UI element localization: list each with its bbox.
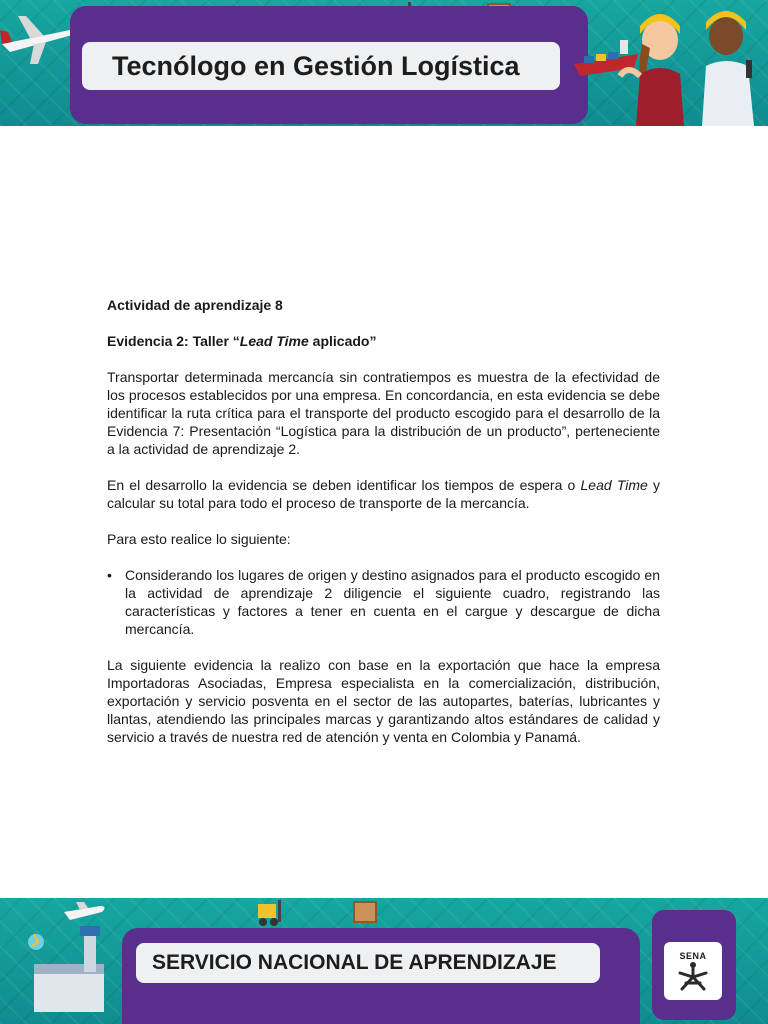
- title-box: [136, 943, 600, 983]
- title-box: [82, 42, 560, 90]
- para2-end: y calcular su total para todo el proceso de transporte de la mercancía.: [107, 477, 661, 511]
- evidence-suffix: aplicado”: [308, 333, 377, 349]
- sena-logo: [664, 942, 722, 1000]
- para2-start: En el desarrollo la evidencia se deben identificar los tiempos de espera o: [107, 477, 581, 493]
- warehouse-icon: [4, 902, 124, 1022]
- evidence-prefix: Evidencia 2: Taller “: [107, 333, 240, 349]
- bullet-symbol: •: [107, 567, 112, 583]
- sena-logo-icon: [676, 961, 710, 991]
- paragraph-company: La siguiente evidencia la realizo con base en la exportación que hace la empresa Importadoras Asociadas, Empresa especialista en la comercialización, distribución, exportación y servicio posventa en el sector de las autopartes, baterías, lubricantes y llantas, atendiendo las principales marcas y garantizando altos estándares de calidad y servicio a través de nuestra red de atención y venta en Colombia y Panamá.: [107, 657, 660, 745]
- logo-text: SENA: [679, 951, 707, 961]
- paragraph-instruction: Para esto realice lo siguiente:: [107, 531, 291, 547]
- para2-italic: Lead Time: [580, 477, 648, 493]
- workers-illustration: [614, 4, 768, 126]
- evidence-heading: [107, 332, 660, 350]
- forklift-icon: [254, 898, 294, 928]
- crate-icon: [350, 898, 380, 926]
- footer-banner: [0, 898, 768, 1024]
- paragraph-intro: Transportar determinada mercancía sin contratiempos es muestra de la efectividad de los procesos establecidos por una empresa. En concordancia, en esta evidencia se debe identificar la ruta crítica para el transporte del producto escogido para el desarrollo de la Evidencia 7: Presentación “Logística para la distribución de un producto”, perteneciente a la actividad de aprendizaje 2.: [107, 369, 660, 457]
- airplane-icon: [0, 8, 80, 68]
- activity-heading: Actividad de aprendizaje 8: [107, 297, 283, 313]
- paragraph-lead-time: [107, 476, 660, 512]
- bullet-text: Considerando los lugares de origen y destino asignados para el producto escogido en la actividad de aprendizaje 2 diligencie el siguiente cuadro, registrando las características y factores a tener en cuenta en el cargue y descargue de dicha mercancía.: [125, 567, 660, 637]
- footer-title: SERVICIO NACIONAL DE APRENDIZAJE: [152, 951, 557, 974]
- document-body: [107, 296, 660, 764]
- header-banner: [0, 0, 768, 126]
- list-item: [107, 566, 660, 638]
- header-title: Tecnólogo en Gestión Logística: [112, 50, 520, 81]
- evidence-italic: Lead Time: [239, 333, 309, 349]
